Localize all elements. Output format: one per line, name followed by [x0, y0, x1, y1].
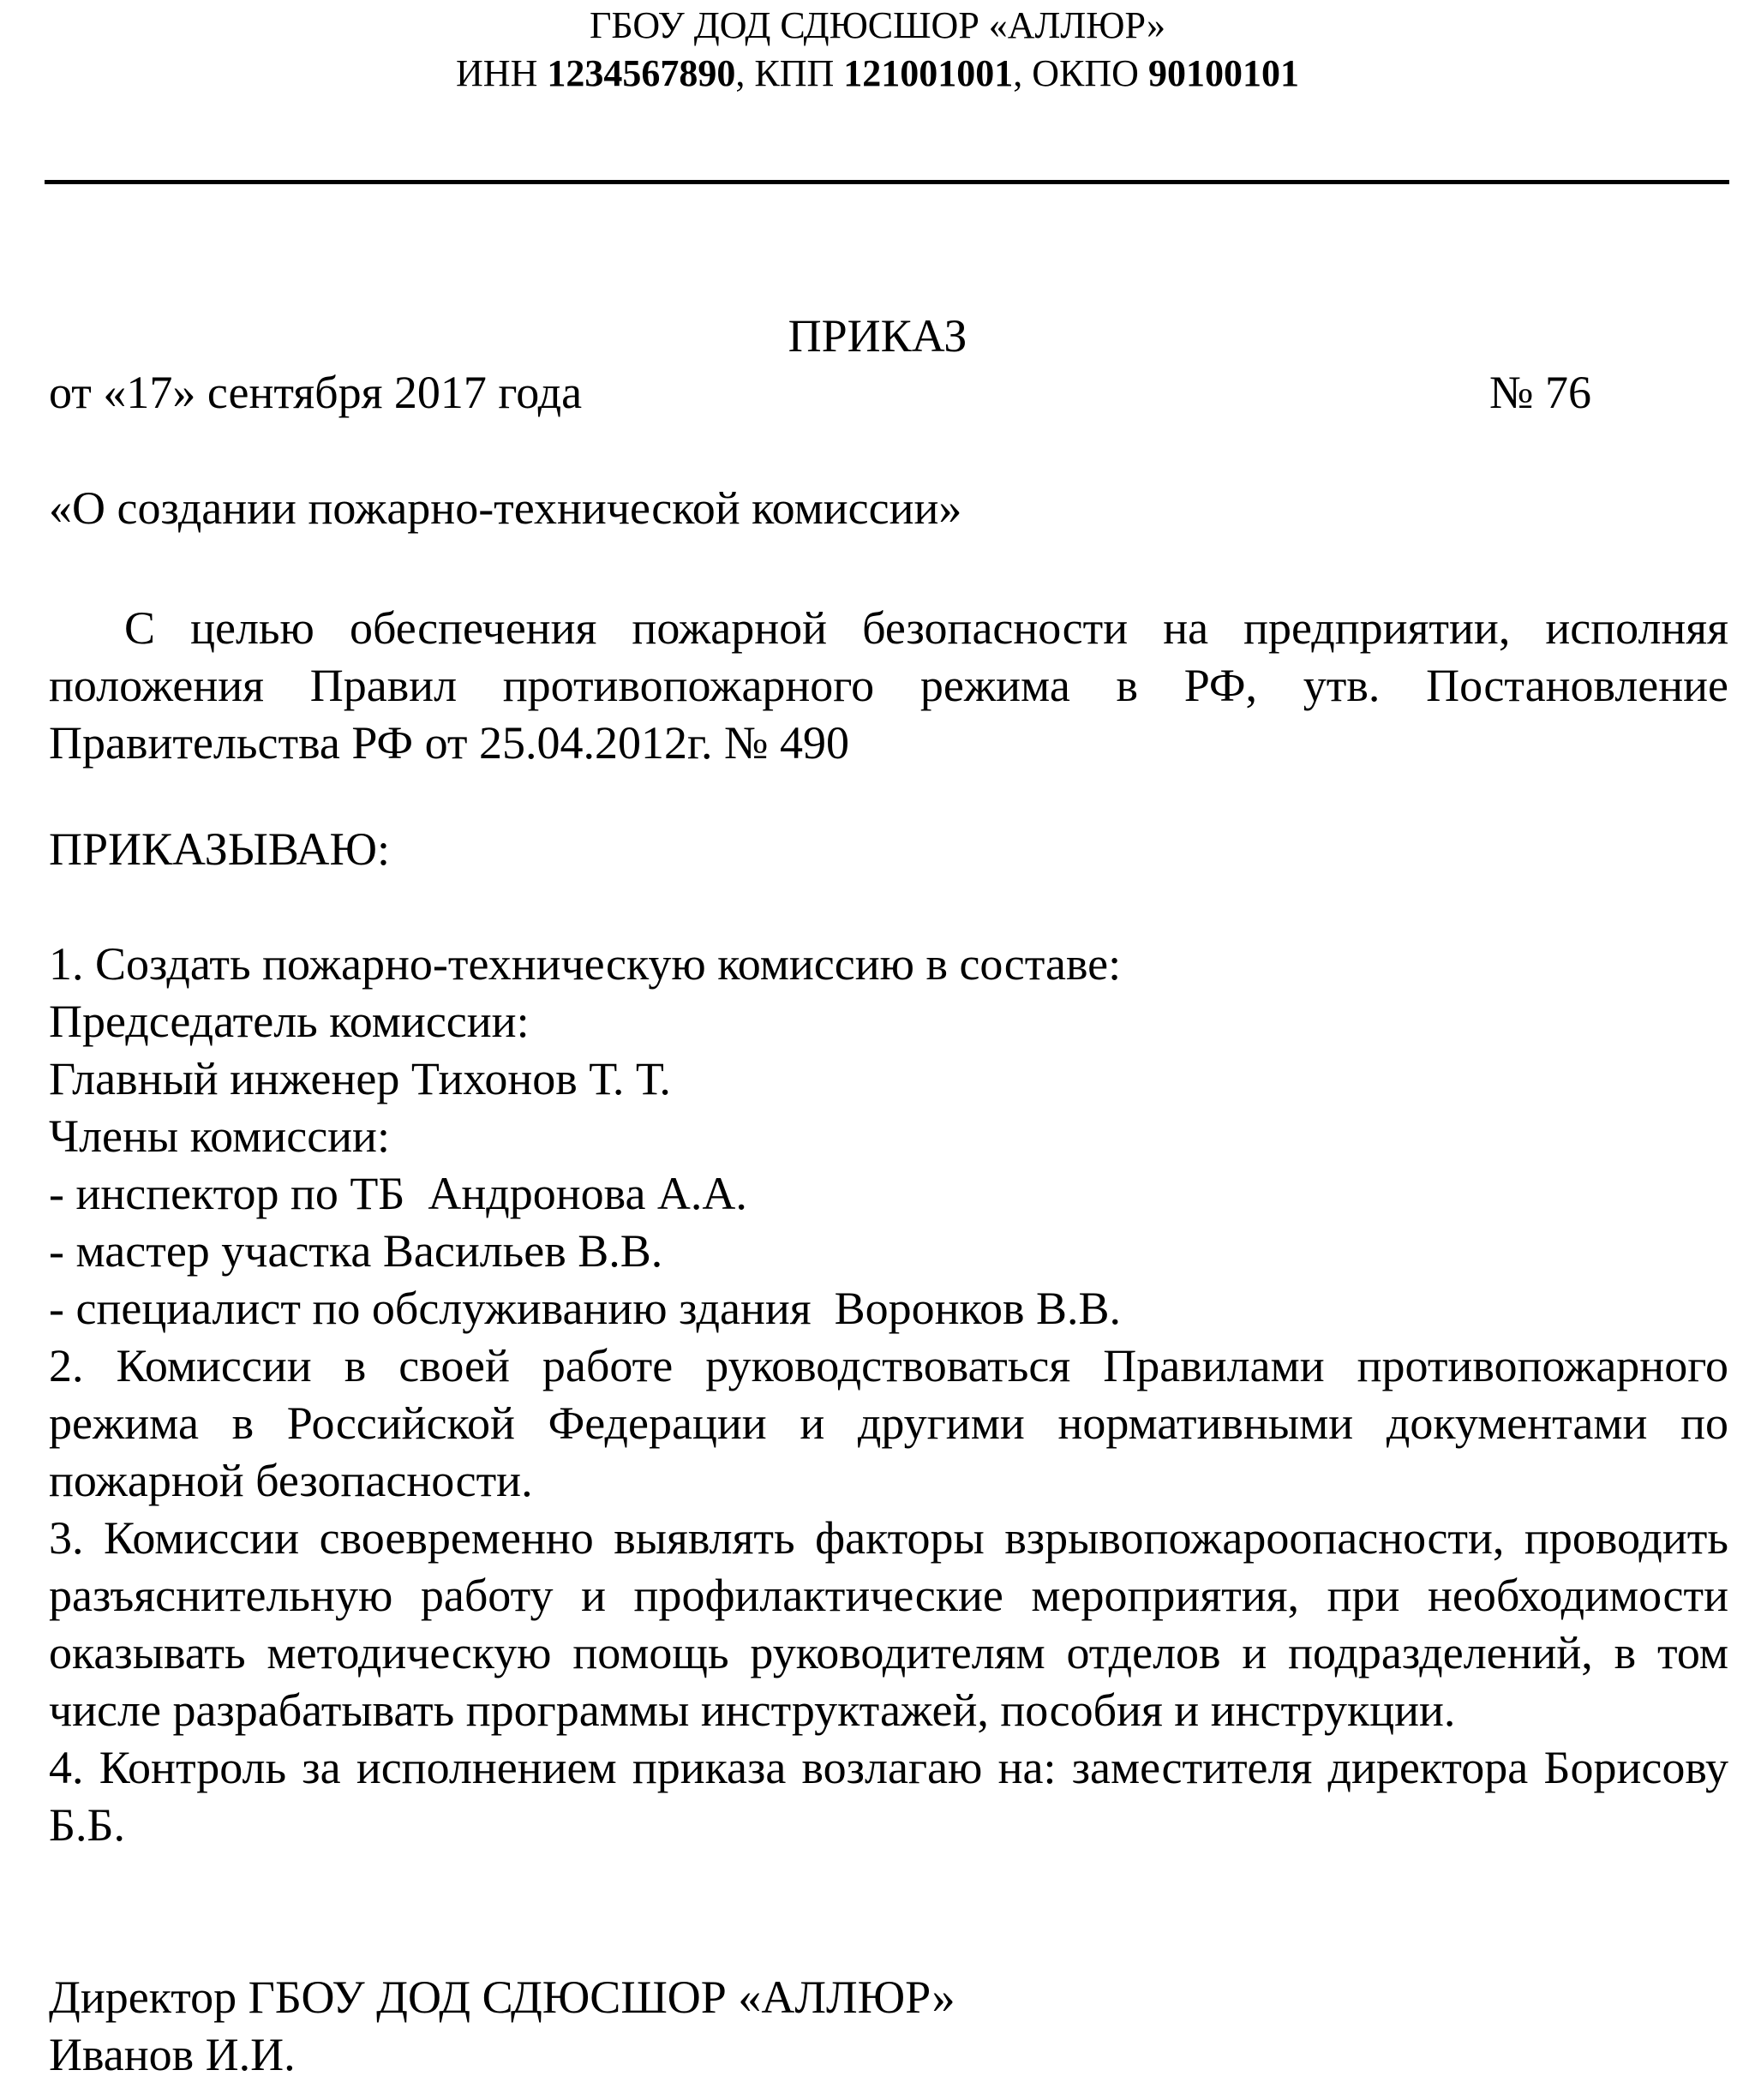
order-preamble: С целью обеспечения пожарной безопасности на предприятии, исполняя положения Правил противопожарного режима в РФ, утв. Постановление Правительства РФ от 25.04.2012г. № 490 [49, 602, 1728, 769]
document-title: ПРИКАЗ [788, 310, 967, 362]
item-3: 3. Комиссии своевременно выявлять факторы взрывопожароопасности, проводить разъяснительную работу и профилактические мероприятия, при необходимости оказывать методическую помощь руководителям отделов и подразделений, в том числе разрабатывать программы инструктажей, пособия и инструкции. [49, 1512, 1728, 1736]
order-subject: «О создании пожарно-технической комиссии» [49, 482, 962, 534]
signature-block [49, 1969, 1728, 2084]
order-number: № 76 [1488, 367, 1591, 418]
inn-value: 1234567890 [547, 52, 736, 94]
item-4: 4. Контроль за исполнением приказа возлагаю на: заместителя директора Борисову Б.Б. [49, 1742, 1728, 1851]
chair-name: Главный инженер Тихонов Т. Т. [49, 1053, 671, 1104]
members-label: Члены комиссии: [49, 1110, 390, 1162]
item-2: 2. Комиссии в своей работе руководствоваться Правилами противопожарного режима в Российской Федерации и другими нормативными документами по пожарной безопасности. [49, 1340, 1728, 1506]
okpo-label: , ОКПО [1013, 52, 1148, 94]
signature-position: Директор ГБОУ ДОД СДЮСШОР «АЛЛЮР» [49, 1971, 955, 2023]
signature-name: Иванов И.И. [49, 2029, 296, 2080]
chair-label: Председатель комиссии: [49, 996, 530, 1047]
order-command: ПРИКАЗЫВАЮ: [49, 823, 390, 875]
organization-name: ГБОУ ДОД СДЮСШОР «АЛЛЮР» [589, 4, 1166, 46]
organization-codes [0, 50, 1755, 98]
member-2: - мастер участка Васильев В.В. [49, 1225, 663, 1277]
member-3: - специалист по обслуживанию здания Воронков В.В. [49, 1283, 1122, 1334]
header-divider [45, 180, 1729, 184]
inn-label: ИНН [456, 52, 548, 94]
kpp-label: , КПП [735, 52, 844, 94]
order-items [49, 936, 1728, 1854]
okpo-value: 90100101 [1147, 52, 1299, 94]
item-1: 1. Создать пожарно-техническую комиссию в составе: [49, 938, 1122, 990]
member-1: - инспектор по ТБ Андронова А.А. [49, 1168, 747, 1219]
order-date: от «17» сентября 2017 года [49, 367, 583, 418]
kpp-value: 121001001 [843, 52, 1014, 94]
order-date-line [49, 365, 1591, 420]
